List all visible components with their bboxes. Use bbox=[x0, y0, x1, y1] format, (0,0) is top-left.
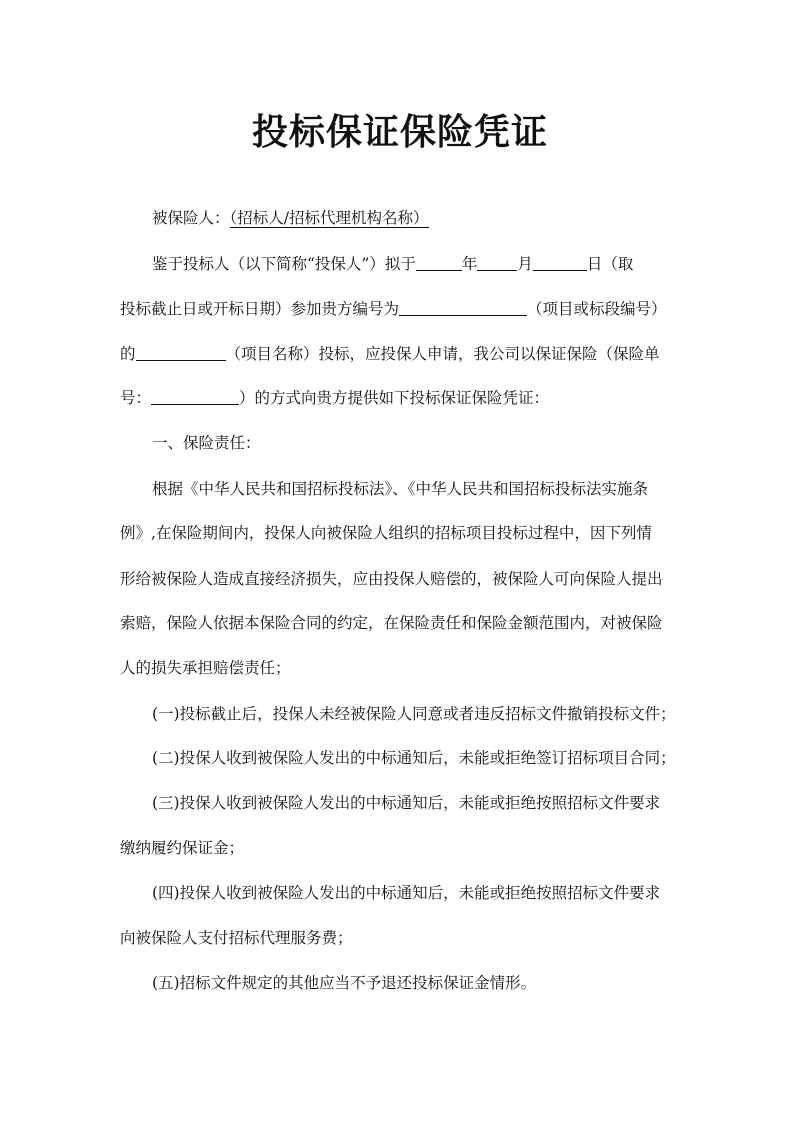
item-1: (一)投标截止后，投保人未经被保险人同意或者违反招标文件撤销投标文件； bbox=[152, 705, 676, 723]
item-4-line-2: 向被保险人支付招标代理服务费； bbox=[120, 929, 353, 947]
basis-line-5: 人的损失承担赔偿责任； bbox=[120, 659, 291, 677]
item-3-line-1: (三)投保人收到被保险人发出的中标通知后，未能或拒绝按照招标文件要求 bbox=[152, 794, 661, 812]
intro-line-4 bbox=[120, 386, 690, 410]
basis-line-3: 形给被保险人造成直接经济损失，应由投保人赔偿的，被保险人可向保险人提出 bbox=[120, 570, 663, 588]
intro-text: 号： bbox=[120, 389, 152, 407]
intro-text: ）的方式向贵方提供如下投标保证保险凭证： bbox=[239, 389, 550, 407]
basis-line-1: 根据《中华人民共和国招标投标法》、《中华人民共和国招标投标法实施条 bbox=[152, 480, 649, 498]
day-blank bbox=[533, 254, 587, 271]
intro-line-2 bbox=[120, 297, 690, 321]
intro-text: 投标截止日或开标日期）参加贵方编号为 bbox=[120, 300, 400, 318]
item-2: (二)投保人收到被保险人发出的中标通知后，未能或拒绝签订招标项目合同； bbox=[152, 749, 676, 767]
item-4-line-1: (四)投保人收到被保险人发出的中标通知后，未能或拒绝按照招标文件要求 bbox=[152, 884, 661, 902]
intro-text: （项目名称）投标，应投保人申请，我公司以保证保险（保险单 bbox=[225, 345, 660, 363]
month-blank bbox=[477, 254, 517, 271]
intro-text: 鉴于投标人（以下简称“投保人”）拟于 bbox=[152, 255, 416, 273]
basis-line-2: 例》,在保险期间内，投保人向被保险人组织的招标项目投标过程中，因下列情 bbox=[120, 524, 652, 542]
item-3-line-2: 缴纳履约保证金； bbox=[120, 839, 245, 857]
document-title: 投标保证保险凭证 bbox=[251, 112, 548, 153]
insured-value: （招标人/招标代理机构名称） bbox=[229, 209, 429, 227]
year-label: 年 bbox=[461, 255, 478, 273]
intro-text: （项目或标段编号） bbox=[527, 300, 667, 318]
insured-label: 被保险人： bbox=[152, 209, 230, 227]
project-number-blank bbox=[399, 299, 527, 316]
intro-line-3 bbox=[120, 342, 690, 366]
month-label: 月 bbox=[517, 255, 533, 273]
basis-line-4: 索赔，保险人依据本保险合同的约定，在保险责任和保险金额范围内，对被保险 bbox=[120, 614, 663, 632]
intro-text: 的 bbox=[120, 345, 136, 363]
project-name-blank bbox=[136, 344, 226, 361]
policy-number-blank bbox=[151, 388, 239, 405]
intro-line-1 bbox=[152, 252, 722, 276]
item-5: (五)招标文件规定的其他应当不予退还投标保证金情形。 bbox=[152, 974, 537, 992]
insured-line bbox=[152, 206, 722, 230]
year-blank bbox=[416, 254, 462, 271]
day-label: 日（取 bbox=[586, 255, 634, 273]
section-heading: 一、保险责任： bbox=[152, 434, 261, 452]
